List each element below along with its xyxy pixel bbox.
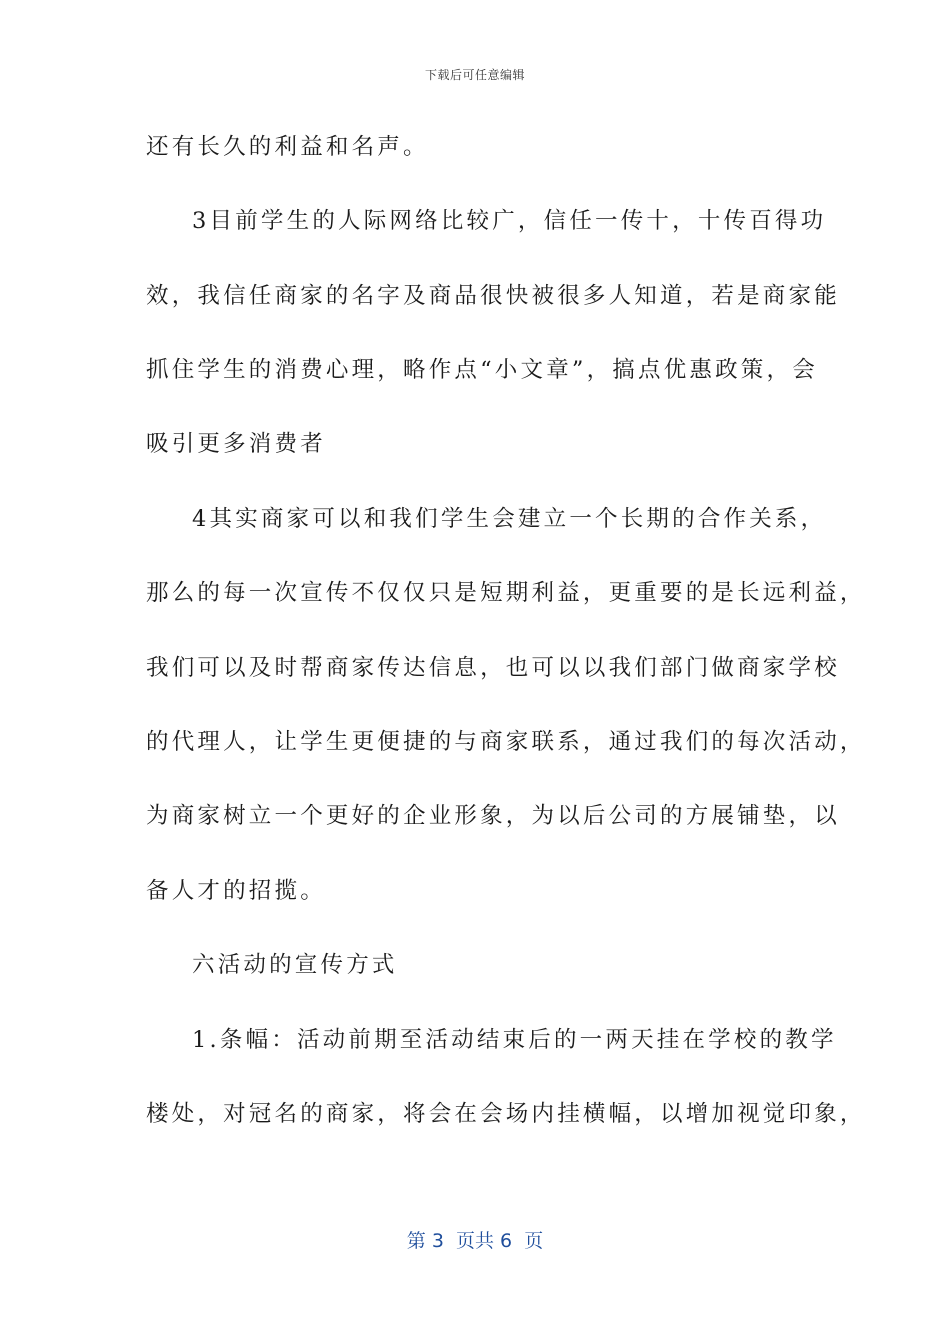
text-line: 4其实商家可以和我们学生会建立一个长期的合作关系， (192, 506, 827, 532)
text-line: 备人才的招揽。 (146, 878, 326, 904)
text-line: 还有长久的利益和名声。 (146, 134, 429, 160)
page-header: 下载后可任意编辑 (424, 68, 525, 82)
text-line: 的代理人，让学生更便捷的与商家联系，通过我们的每次活动， (146, 729, 866, 755)
text-line: 抓住学生的消费心理，略作点“小文章”，搞点优惠政策，会 (146, 357, 818, 383)
text-line: 效，我信任商家的名字及商品很快被很多人知道，若是商家能 (146, 283, 840, 309)
text-line: 1.条幅：活动前期至活动结束后的一两天挂在学校的教学 (192, 1027, 837, 1053)
text-line: 那么的每一次宣传不仅仅只是短期利益，更重要的是长远利益， (146, 580, 866, 606)
section-heading: 六活动的宣传方式 (192, 952, 398, 978)
text-line: 吸引更多消费者 (146, 431, 326, 457)
text-line: 3目前学生的人际网络比较广，信任一传十，十传百得功 (192, 208, 827, 234)
text-line: 我们可以及时帮商家传达信息，也可以以我们部门做商家学校 (146, 655, 840, 681)
text-line: 楼处，对冠名的商家，将会在会场内挂横幅，以增加视觉印象， (146, 1101, 866, 1127)
text-line: 为商家树立一个更好的企业形象，为以后公司的方展铺垫，以 (146, 803, 840, 829)
page-footer: 第 3 页共 6 页 (406, 1230, 544, 1252)
